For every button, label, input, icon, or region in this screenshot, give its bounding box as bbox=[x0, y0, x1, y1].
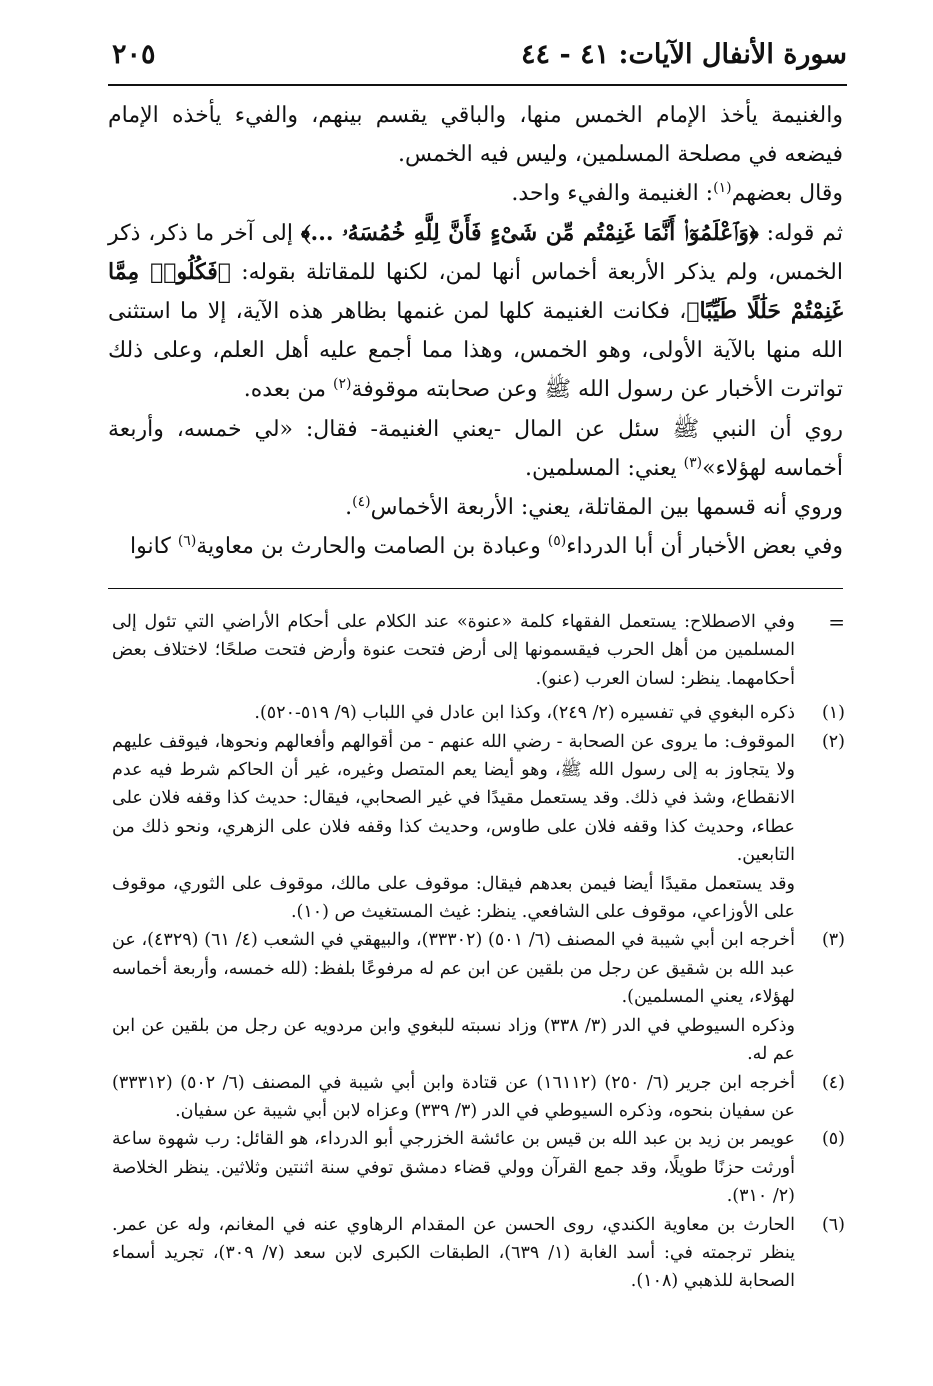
surah-title: سورة الأنفال الآيات: ٤١ - ٤٤ bbox=[521, 38, 847, 70]
footnote-1 bbox=[112, 699, 845, 727]
footnote-ref-1: (١) bbox=[713, 180, 732, 197]
main-text bbox=[108, 96, 843, 566]
footnote-3 bbox=[112, 926, 845, 1011]
footnote-5 bbox=[112, 1125, 845, 1210]
footnote-continued-text: وفي الاصطلاح: يستعمل الفقهاء كلمة «عنوة» عند الكلام على أحكام الأراضي التي تئول إلى المسلمين من أهل الحرب فيقسمونها إلى أرض فتحت عنوة وأرض فتحت صلحًا؛ لاختلاف بعض أحكامهما. ينظر: لسان العرب (عنو). bbox=[112, 612, 795, 689]
footnote-continued bbox=[112, 608, 845, 693]
text-span: ، فكانت الغنيمة كلها لمن غنمها بظاهر هذه الآية، إلا ما استثنى الله منها بالآية الأولى، وهو الخمس، وهذا مما أجمع عليه أهل العلم، وعلى ذلك تواترت الأخبار عن رسول الله ﷺ وعن صحابته موقوفة bbox=[108, 299, 843, 403]
footnote-text: ذكره البغوي في تفسيره (٢/ ٢٤٩)، وكذا ابن عادل في اللباب (٩/ ٥١٩-٥٢٠). bbox=[254, 703, 795, 724]
footnote-2 bbox=[112, 728, 845, 870]
footnote-3-continued: وذكره السيوطي في الدر (٣/ ٣٣٨) وزاد نسبته للبغوي وابن مردويه عن رجل من بلقين عن ابن عم له. bbox=[112, 1015, 795, 1065]
text-span: وفي بعض الأخبار أن أبا الدرداء bbox=[566, 534, 843, 560]
footnote-number: (٢) bbox=[821, 731, 845, 752]
footnote-6 bbox=[112, 1211, 845, 1296]
paragraph-6 bbox=[108, 527, 843, 566]
text-span: ثم قوله: bbox=[758, 220, 844, 246]
footnote-text: الحارث بن معاوية الكندي، روى الحسن عن المقدام الرهاوي عنه في المغانم، وله عن عمر. ينظر ترجمته في: أسد الغابة (١/ ٦٣٩)، الطبقات الكبرى لابن سعد (٧/ ٣٠٩)، تجريد أسماء الصحابة للذهبي (١٠٨). bbox=[112, 1214, 795, 1292]
footnote-divider bbox=[108, 588, 843, 589]
text-span: وروي أنه قسمها بين المقاتلة، يعني: الأربعة الأخماس bbox=[370, 495, 843, 521]
quran-verse-2: ﴿فَكُلُوا۟ مِمَّا غَنِمْتُمْ حَلَٰلًا طَيِّبًا﴾ bbox=[108, 258, 843, 325]
footnote-text: أخرجه ابن أبي شيبة في المصنف (٦/ ٥٠١) (٣٣٣٠٢)، والبيهقي في الشعب (٤/ ٦١) (٤٣٢٩)، عن عبد الله بن شقيق عن رجل من بلقين عن ابن عم له مرفوعًا بلفظ: (لله خمسه، وأربعة أخماسه لهؤلاء، يعني المسلمين). bbox=[112, 930, 795, 1008]
paragraph-3 bbox=[108, 214, 843, 410]
text-span: إلى آخر ما ذكر، ذكر الخمس، ولم يذكر الأربعة أخماس أنها لمن، لكنها للمقاتلة بقوله: bbox=[108, 220, 843, 285]
text-span: روي أن النبي ﷺ سئل عن المال -يعني الغنيمة- فقال: «لي خمسه، وأربعة أخماسه لهؤلاء» bbox=[108, 416, 843, 481]
text-span: . bbox=[345, 495, 353, 521]
footnote-number: (٥) bbox=[821, 1129, 845, 1150]
running-head bbox=[112, 32, 847, 76]
paragraph-2 bbox=[108, 174, 843, 213]
page-number: ٢٠٥ bbox=[112, 38, 156, 70]
footnote-ref-2: (٢) bbox=[333, 376, 352, 393]
text-span: من بعده. bbox=[243, 377, 334, 403]
paragraph-4 bbox=[108, 410, 843, 488]
footnote-ref-3: (٣) bbox=[683, 454, 703, 471]
quran-verse-1: ﴿وَٱعْلَمُوٓا۟ أَنَّمَا غَنِمْتُم مِّن شَىْءٍ فَأَنَّ لِلَّهِ خُمُسَهُۥ ...﴾ bbox=[300, 219, 759, 246]
text-span: وعبادة بن الصامت والحارث بن معاوية bbox=[196, 534, 548, 560]
footnote-ref-6: (٦) bbox=[177, 533, 197, 550]
footnotes bbox=[112, 608, 845, 1296]
footnote-text: الموقوف: ما يروى عن الصحابة - رضي الله عنهم - من أقوالهم وأفعالهم ونحوها، فيوقف عليهم ولا يتجاوز به إلى رسول الله ﷺ، وهو أيضا يعم المتصل وغيره، غير أن الحاكم شرط فيه عدم الانقطاع، وشذ في ذلك. وقد يستعمل مقيدًا في غير الصحابي، فيقال: حديث كذا وقفه فلان على عطاء، وحديث كذا وقفه فلان على طاوس، وحديث كذا وقفه فلان على الزهري، ونحو ذلك من التابعين. bbox=[112, 731, 795, 866]
footnote-text: أخرجه ابن جرير (٦/ ٢٥٠) (١٦١١٢) عن قتادة وابن أبي شيبة في المصنف (٦/ ٥٠٢) (٣٣٣١٢) عن سفيان بنحوه، وذكره السيوطي في الدر (٣/ ٣٣٩) وعزاه لابن أبي شيبة عن سفيان. bbox=[112, 1072, 795, 1121]
text-span: : الغنيمة والفيء واحد. bbox=[511, 181, 714, 207]
footnote-ref-4: (٤) bbox=[352, 494, 371, 511]
footnote-ref-5: (٥) bbox=[547, 533, 567, 550]
paragraph-1: والغنيمة يأخذ الإمام الخمس منها، والباقي يقسم بينهم، والفيء يأخذه الإمام فيضعه في مصلحة المسلمين، وليس فيه الخمس. bbox=[108, 103, 843, 168]
footnote-2-continued: وقد يستعمل مقيدًا أيضا فيمن بعدهم فيقال: موقوف على مالك، موقوف على الثوري، موقوف على الأوزاعي، موقوف على الشافعي. ينظر: غيث المستغيث ص (١٠). bbox=[112, 873, 795, 923]
footnote-text: عويمر بن زيد بن عبد الله بن قيس بن عائشة الخزرجي أبو الدرداء، هو القائل: رب شهوة ساعة أورثت حزنًا طويلًا، وقد جمع القرآن وولي قضاء دمشق توفي سنة اثنتين وثلاثين. ينظر الخلاصة (٢/ ٣١٠). bbox=[112, 1129, 795, 1207]
paragraph-5 bbox=[108, 488, 843, 527]
footnote-4 bbox=[112, 1069, 845, 1126]
continuation-mark: = bbox=[828, 610, 845, 634]
footnote-number: (١) bbox=[821, 703, 845, 724]
header-divider bbox=[108, 84, 847, 86]
text-span: كانوا bbox=[130, 534, 178, 560]
footnote-number: (٤) bbox=[821, 1072, 845, 1093]
text-span: وقال بعضهم bbox=[731, 181, 843, 207]
footnote-number: (٦) bbox=[821, 1214, 845, 1235]
footnote-number: (٣) bbox=[821, 930, 845, 951]
text-span: يعني: المسلمين. bbox=[524, 455, 684, 481]
